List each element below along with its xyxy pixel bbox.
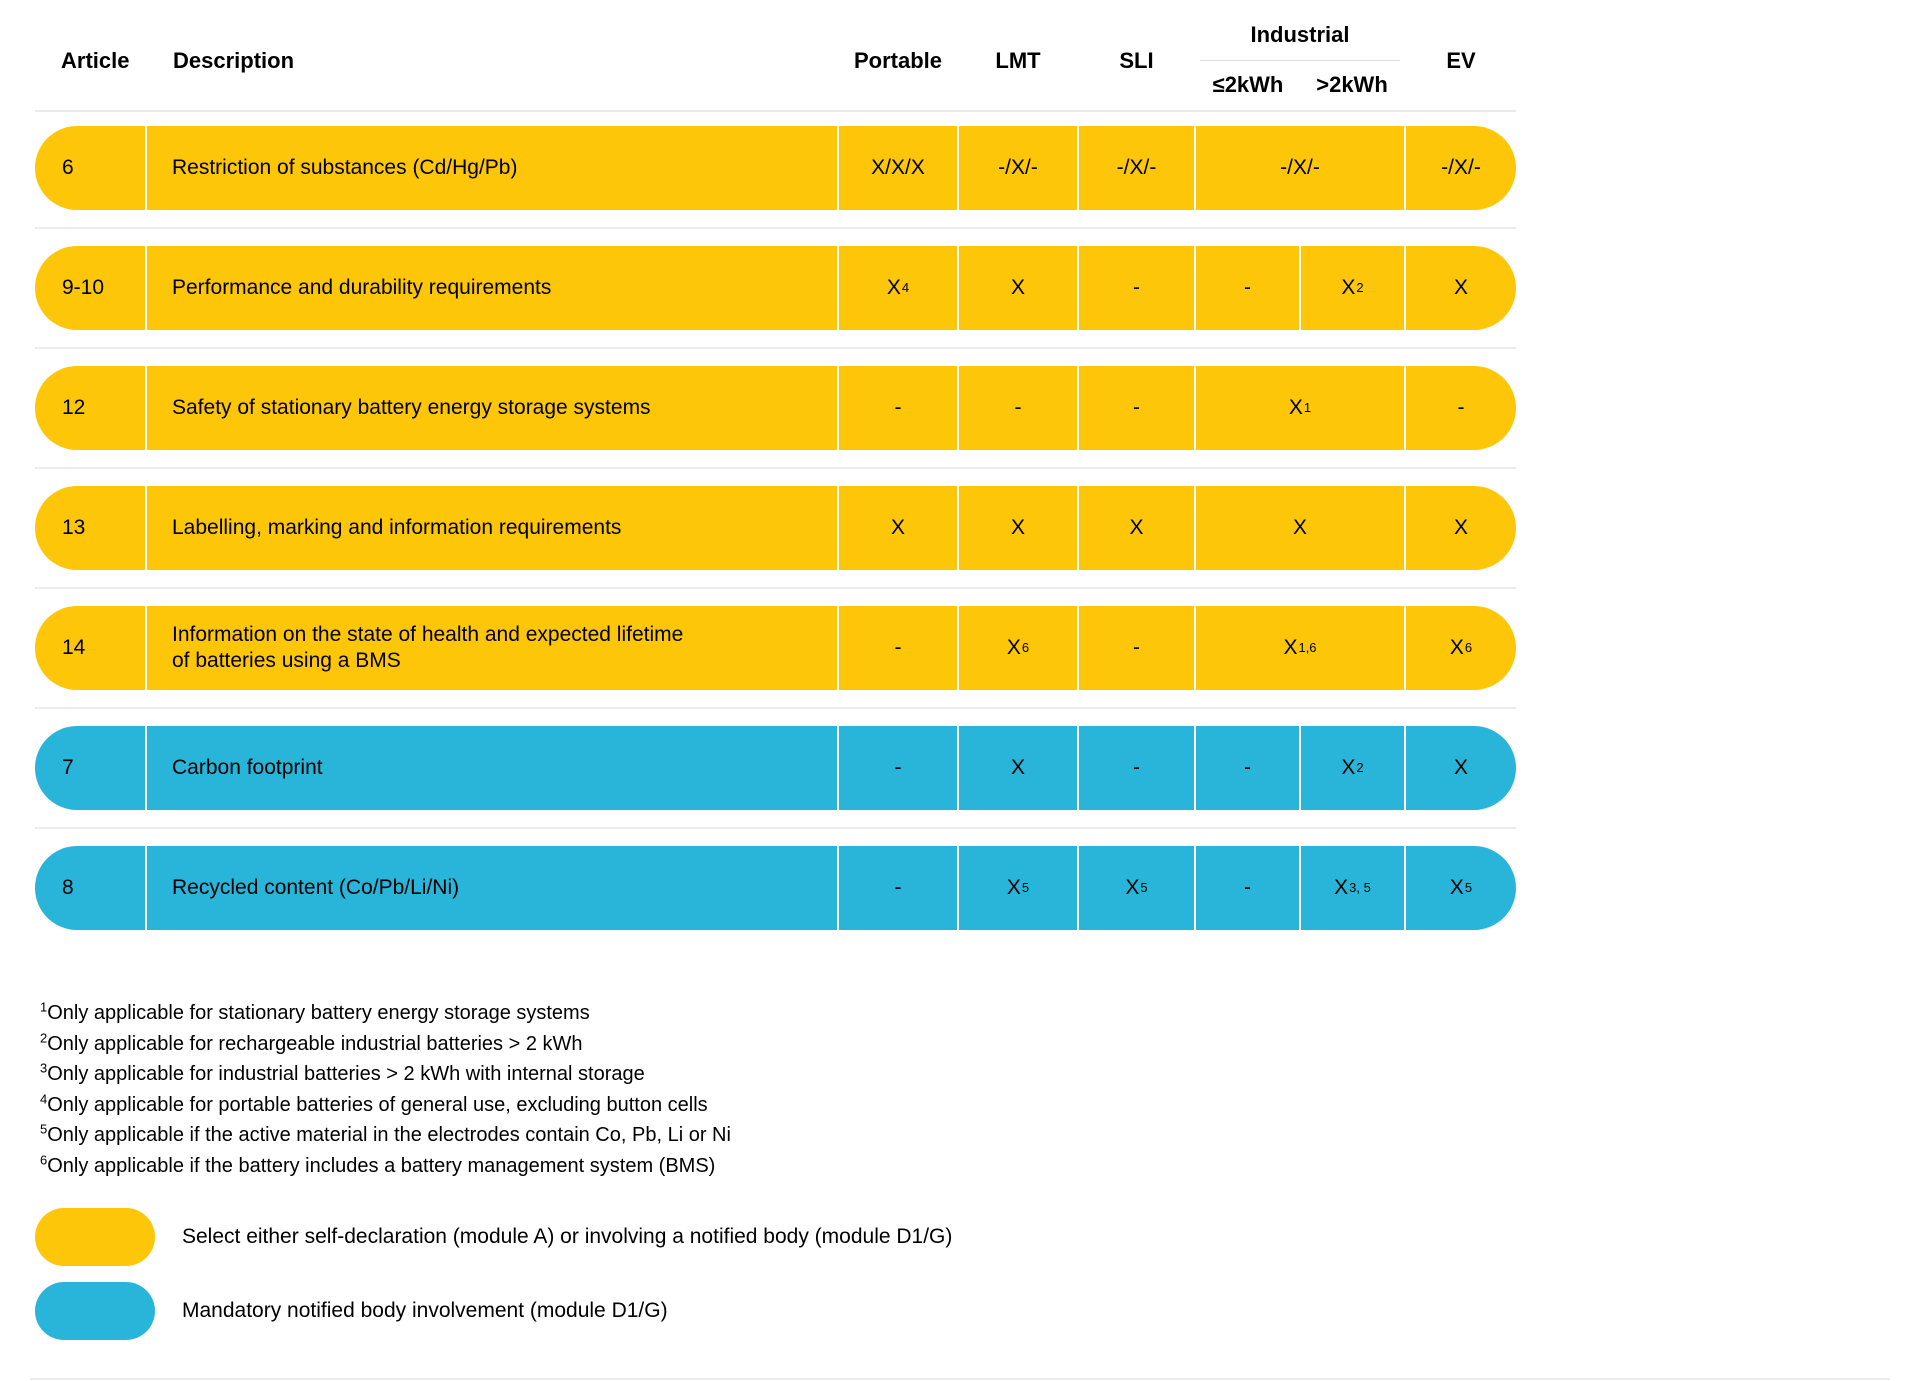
header-industrial-group — [1196, 16, 1404, 106]
value-cell: - — [1079, 246, 1194, 330]
header-industrial: Industrial — [1250, 22, 1350, 47]
legend-swatch-blue — [35, 1282, 155, 1340]
legend-label: Select either self-declaration (module A) or involving a notified body (module D1/G) — [182, 1225, 953, 1248]
footnote: $^2$Only applicable for rechargeable industrial batteries > 2 kWh — [40, 1029, 583, 1055]
article-cell: 14 — [35, 606, 145, 690]
row-divider — [35, 707, 1516, 709]
description-line: Restriction of substances (Cd/Hg/Pb) — [172, 156, 518, 179]
value-cell: X 5 — [1079, 846, 1194, 930]
article-cell: 8 — [35, 846, 145, 930]
value-cell: X 2 — [1301, 246, 1404, 330]
footnote-number: 1 — [40, 999, 48, 1015]
header-industrial-le2kwh: ≤2kWh — [1212, 72, 1284, 97]
row-divider — [35, 827, 1516, 829]
header-portable: Portable — [853, 48, 943, 73]
footnote: $^5$Only applicable if the active material in the electrodes contain Co, Pb, Li or Ni — [40, 1121, 731, 1146]
value-cell: - — [839, 606, 957, 690]
value-cell: - — [1079, 726, 1194, 810]
value-cell: X — [1406, 486, 1516, 570]
header-description: Description — [173, 48, 295, 73]
row-divider — [35, 587, 1516, 589]
article-cell: 13 — [35, 486, 145, 570]
footnote: $^3$Only applicable for industrial batteries > 2 kWh with internal storage — [40, 1060, 645, 1085]
value-cell: X — [959, 486, 1077, 570]
table-row-article-13 — [35, 486, 1516, 570]
value-cell: X/X/X — [839, 126, 957, 210]
row-divider — [35, 347, 1516, 349]
footnote: $^6$Only applicable if the battery includes a battery management system (BMS) — [40, 1151, 716, 1177]
description-cell — [147, 846, 837, 930]
header-article: Article — [61, 48, 130, 73]
value-cell: - — [839, 846, 957, 930]
value-cell: X 1,6 — [1196, 606, 1404, 690]
value-cell: - — [1196, 726, 1299, 810]
footnote-number: 3 — [40, 1060, 48, 1076]
description-cell — [147, 486, 837, 570]
article-cell: 12 — [35, 366, 145, 450]
value-cell: X — [1406, 246, 1516, 330]
article-cell: 7 — [35, 726, 145, 810]
table-row-article-8 — [35, 846, 1516, 930]
header-sli: SLI — [1119, 48, 1154, 73]
table-body — [35, 110, 1516, 930]
value-cell: X 3, 5 — [1301, 846, 1404, 930]
description-cell — [147, 126, 837, 210]
footnote-number: 5 — [40, 1121, 48, 1137]
value-cell: X — [959, 246, 1077, 330]
value-cell: - — [1079, 366, 1194, 450]
value-cell: - — [959, 366, 1077, 450]
header-ev: EV — [1446, 48, 1476, 73]
value-cell: -/X/- — [959, 126, 1077, 210]
industrial-divider — [1200, 60, 1400, 61]
value-cell: -/X/- — [1079, 126, 1194, 210]
value-cell: X 1 — [1196, 366, 1404, 450]
article-cell: 6 — [35, 126, 145, 210]
value-cell: - — [1079, 606, 1194, 690]
value-cell: X 5 — [1406, 846, 1516, 930]
value-cell: X 4 — [839, 246, 957, 330]
description-cell — [147, 726, 837, 810]
footnote: $^4$Only applicable for portable batteries of general use, excluding button cells — [40, 1090, 708, 1116]
header-industrial-gt2kwh: >2kWh — [1316, 72, 1388, 97]
value-cell: - — [839, 726, 957, 810]
description-line: of batteries using a BMS — [172, 649, 401, 672]
legend-swatch-yellow — [35, 1208, 155, 1266]
value-cell: X — [959, 726, 1077, 810]
header-lmt: LMT — [995, 48, 1041, 73]
requirements-table — [35, 16, 1516, 930]
row-divider — [35, 467, 1516, 469]
value-cell: X — [1196, 486, 1404, 570]
description-line: Labelling, marking and information requirements — [172, 516, 622, 539]
header-industrial-subcolumns — [1196, 72, 1404, 98]
description-line: Information on the state of health and expected lifetime — [172, 623, 684, 646]
description-line: Recycled content (Co/Pb/Li/Ni) — [172, 876, 460, 899]
value-cell: -/X/- — [1406, 126, 1516, 210]
table-row-article-9-10 — [35, 246, 1516, 330]
table-header — [35, 16, 1516, 106]
value-cell: X 6 — [959, 606, 1077, 690]
value-cell: X — [839, 486, 957, 570]
description-cell — [147, 366, 837, 450]
description-line: Safety of stationary battery energy storage systems — [172, 396, 651, 419]
value-cell: X 5 — [959, 846, 1077, 930]
description-line: Performance and durability requirements — [172, 276, 552, 299]
value-cell: - — [1196, 846, 1299, 930]
footnote-number: 6 — [40, 1151, 48, 1167]
row-divider — [35, 227, 1516, 229]
footnote-number: 2 — [40, 1029, 48, 1045]
footnote: $^1$Only applicable for stationary battery energy storage systems — [40, 999, 590, 1024]
legend — [35, 1208, 952, 1356]
table-row-article-14 — [35, 606, 1516, 690]
table-row-article-12 — [35, 366, 1516, 450]
value-cell: - — [1406, 366, 1516, 450]
value-cell: -/X/- — [1196, 126, 1404, 210]
footnote-number: 4 — [40, 1090, 48, 1106]
value-cell: X — [1079, 486, 1194, 570]
legend-label: Mandatory notified body involvement (module D1/G) — [182, 1299, 668, 1322]
description-cell — [147, 606, 837, 690]
row-divider — [35, 110, 1516, 112]
bottom-divider — [30, 1378, 1890, 1380]
legend-item — [35, 1208, 952, 1266]
footnotes — [40, 998, 731, 1181]
article-cell: 9-10 — [35, 246, 145, 330]
value-cell: X 2 — [1301, 726, 1404, 810]
value-cell: - — [1196, 246, 1299, 330]
value-cell: - — [839, 366, 957, 450]
value-cell: X 6 — [1406, 606, 1516, 690]
description-line: Carbon footprint — [172, 756, 323, 779]
legend-item — [35, 1282, 952, 1340]
table-row-article-7 — [35, 726, 1516, 810]
value-cell: X — [1406, 726, 1516, 810]
table-row-article-6 — [35, 126, 1516, 210]
description-cell — [147, 246, 837, 330]
